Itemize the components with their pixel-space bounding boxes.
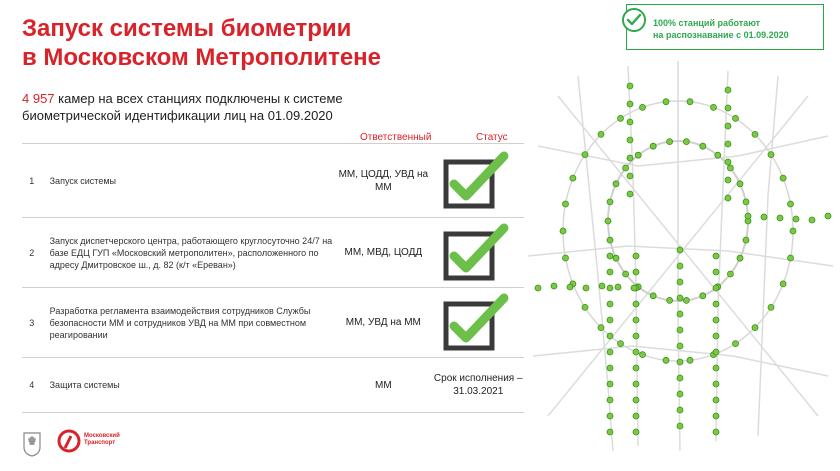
- checkmark-icon: [442, 222, 514, 282]
- row-number: 2: [22, 218, 42, 288]
- station-dot: [745, 213, 751, 219]
- station-dot: [667, 139, 673, 145]
- station-dot: [618, 115, 624, 121]
- station-dot: [725, 159, 731, 165]
- station-dot: [583, 285, 589, 291]
- station-dot: [627, 101, 633, 107]
- row-responsible: ММ: [334, 358, 432, 413]
- station-dot: [687, 99, 693, 105]
- station-dot: [633, 333, 639, 339]
- station-dot: [788, 255, 794, 261]
- map-line: [578, 76, 613, 451]
- lead-line-2: биометрической идентификации лиц на 01.09.2020: [22, 108, 333, 123]
- station-dot: [713, 365, 719, 371]
- lead-line-1: камер на всех станциях подключены к системе: [54, 91, 343, 106]
- camera-count: 4 957: [22, 91, 55, 106]
- station-dot: [607, 365, 613, 371]
- station-dot: [633, 413, 639, 419]
- station-dot: [582, 304, 588, 310]
- station-dot: [613, 255, 619, 261]
- station-dot: [725, 195, 731, 201]
- station-dot: [677, 423, 683, 429]
- station-dot: [631, 285, 637, 291]
- station-dot: [713, 381, 719, 387]
- station-dot: [737, 181, 743, 187]
- station-dot: [623, 165, 629, 171]
- station-dot: [809, 217, 815, 223]
- header-status: Статус: [476, 132, 508, 143]
- station-dot: [607, 285, 613, 291]
- badge-line-2: на распознавание с 01.09.2020: [653, 30, 789, 40]
- station-dot: [790, 228, 796, 234]
- station-dot: [607, 413, 613, 419]
- station-dot: [567, 284, 573, 290]
- station-dot: [713, 397, 719, 403]
- station-dot: [733, 341, 739, 347]
- station-dot: [768, 304, 774, 310]
- row-responsible: ММ, МВД, ЦОДД: [334, 218, 432, 288]
- station-dot: [633, 301, 639, 307]
- station-dot: [727, 271, 733, 277]
- station-dot: [627, 83, 633, 89]
- station-dot: [700, 143, 706, 149]
- station-dot: [725, 141, 731, 147]
- station-dot: [633, 429, 639, 435]
- station-dot: [627, 155, 633, 161]
- station-dot: [725, 177, 731, 183]
- station-dot: [551, 283, 557, 289]
- station-dot: [607, 317, 613, 323]
- station-dot: [633, 365, 639, 371]
- badge-line-1: 100% станций работают: [653, 18, 761, 28]
- table-row: [22, 358, 524, 413]
- station-dot: [793, 216, 799, 222]
- station-dot: [777, 215, 783, 221]
- station-dot: [535, 285, 541, 291]
- station-dot: [780, 175, 786, 181]
- checkmark-icon: [442, 150, 514, 210]
- station-dot: [677, 327, 683, 333]
- station-dot: [605, 218, 611, 224]
- moscow-coat-of-arms-icon: [22, 431, 42, 457]
- station-dot: [607, 349, 613, 355]
- check-circle-icon: [620, 6, 648, 34]
- station-dot: [677, 375, 683, 381]
- station-dot: [635, 152, 641, 158]
- station-dot: [743, 199, 749, 205]
- station-dot: [633, 269, 639, 275]
- station-dot: [607, 381, 613, 387]
- logo-text: [84, 433, 120, 447]
- title-line-2: в Московском Метрополитене: [22, 44, 382, 71]
- station-dot: [627, 191, 633, 197]
- station-dot: [677, 247, 683, 253]
- row-text: Защита системы: [42, 358, 335, 413]
- row-text: Запуск системы: [42, 144, 335, 218]
- station-dot: [563, 201, 569, 207]
- station-dot: [727, 165, 733, 171]
- station-dot: [677, 295, 683, 301]
- station-dot: [650, 143, 656, 149]
- station-dot: [607, 333, 613, 339]
- status-badge: [626, 4, 824, 50]
- station-dot: [743, 237, 749, 243]
- station-dot: [623, 271, 629, 277]
- title-line-1: Запуск системы биометрии: [22, 15, 352, 42]
- badge-text: [653, 17, 789, 41]
- station-dot: [725, 87, 731, 93]
- station-dot: [677, 391, 683, 397]
- station-dot: [768, 152, 774, 158]
- logo-line-2: Транспорт: [84, 440, 116, 446]
- row-text: Разработка регламента взаимодействия сотрудников Службы безопасности ММ и сотрудников УВД на ММ при совместном реагировании: [42, 288, 335, 358]
- station-dot: [761, 214, 767, 220]
- station-dot: [599, 283, 605, 289]
- station-dot: [598, 131, 604, 137]
- row-responsible: ММ, УВД на ММ: [334, 288, 432, 358]
- station-dot: [633, 253, 639, 259]
- station-dot: [598, 325, 604, 331]
- station-dot: [713, 301, 719, 307]
- moscow-transport-logo-icon: [56, 428, 82, 454]
- station-dot: [640, 352, 646, 358]
- lead-text: [22, 90, 422, 124]
- station-dot: [607, 429, 613, 435]
- station-dot: [613, 181, 619, 187]
- row-text: Запуск диспетчерского центра, работающего круглосуточно 24/7 на базе ЕДЦ ГУП «Московский метрополитен», расположенного по адресу Дмитровское ш., д. 82 (к/т «Ереван»): [42, 218, 335, 288]
- station-dot: [627, 119, 633, 125]
- row-status: [432, 218, 524, 288]
- station-dot: [633, 349, 639, 355]
- station-dot: [725, 123, 731, 129]
- station-dot: [633, 397, 639, 403]
- logo-line-1: Московский: [84, 433, 120, 439]
- station-dot: [677, 359, 683, 365]
- station-dot: [752, 131, 758, 137]
- page-title: [22, 14, 381, 72]
- station-dot: [627, 173, 633, 179]
- station-dot: [715, 152, 721, 158]
- station-dot: [607, 253, 613, 259]
- station-dot: [713, 413, 719, 419]
- station-dot: [582, 152, 588, 158]
- station-dot: [627, 137, 633, 143]
- station-dot: [713, 317, 719, 323]
- station-dot: [752, 325, 758, 331]
- row-status: [432, 144, 524, 218]
- table-row: [22, 144, 524, 218]
- table-row: [22, 288, 524, 358]
- station-dot: [607, 301, 613, 307]
- station-dot: [733, 115, 739, 121]
- station-dot: [607, 397, 613, 403]
- station-dot: [607, 237, 613, 243]
- row-number: 1: [22, 144, 42, 218]
- station-dot: [607, 199, 613, 205]
- station-dot: [725, 105, 731, 111]
- station-dot: [700, 293, 706, 299]
- metro-map: [518, 56, 840, 452]
- station-dot: [663, 99, 669, 105]
- station-dot: [607, 269, 613, 275]
- row-number: 4: [22, 358, 42, 413]
- station-dot: [633, 317, 639, 323]
- station-dot: [713, 269, 719, 275]
- station-dot: [825, 213, 831, 219]
- row-deadline: Срок исполнения – 31.03.2021: [433, 373, 523, 397]
- station-dot: [677, 407, 683, 413]
- table-row: [22, 218, 524, 288]
- station-dot: [713, 285, 719, 291]
- station-dot: [667, 297, 673, 303]
- station-dot: [677, 279, 683, 285]
- station-dot: [711, 104, 717, 110]
- station-dot: [640, 104, 646, 110]
- row-responsible: ММ, ЦОДД, УВД на ММ: [334, 144, 432, 218]
- station-dot: [683, 297, 689, 303]
- station-dot: [615, 284, 621, 290]
- station-dot: [687, 357, 693, 363]
- checkmark-icon: [442, 292, 514, 352]
- header-responsible: Ответственный: [360, 132, 432, 143]
- station-dot: [713, 349, 719, 355]
- station-dot: [563, 255, 569, 261]
- row-status: [432, 288, 524, 358]
- station-dot: [677, 343, 683, 349]
- station-dot: [663, 357, 669, 363]
- steps-table: [22, 143, 524, 413]
- row-number: 3: [22, 288, 42, 358]
- station-dot: [633, 381, 639, 387]
- station-dot: [618, 341, 624, 347]
- station-dot: [713, 429, 719, 435]
- row-status: [432, 358, 524, 413]
- station-dot: [737, 255, 743, 261]
- station-dot: [677, 263, 683, 269]
- station-dot: [677, 311, 683, 317]
- station-dot: [713, 253, 719, 259]
- station-dot: [788, 201, 794, 207]
- station-dot: [713, 333, 719, 339]
- station-dot: [683, 139, 689, 145]
- station-dot: [570, 175, 576, 181]
- station-dot: [650, 293, 656, 299]
- station-dot: [560, 228, 566, 234]
- station-dot: [780, 281, 786, 287]
